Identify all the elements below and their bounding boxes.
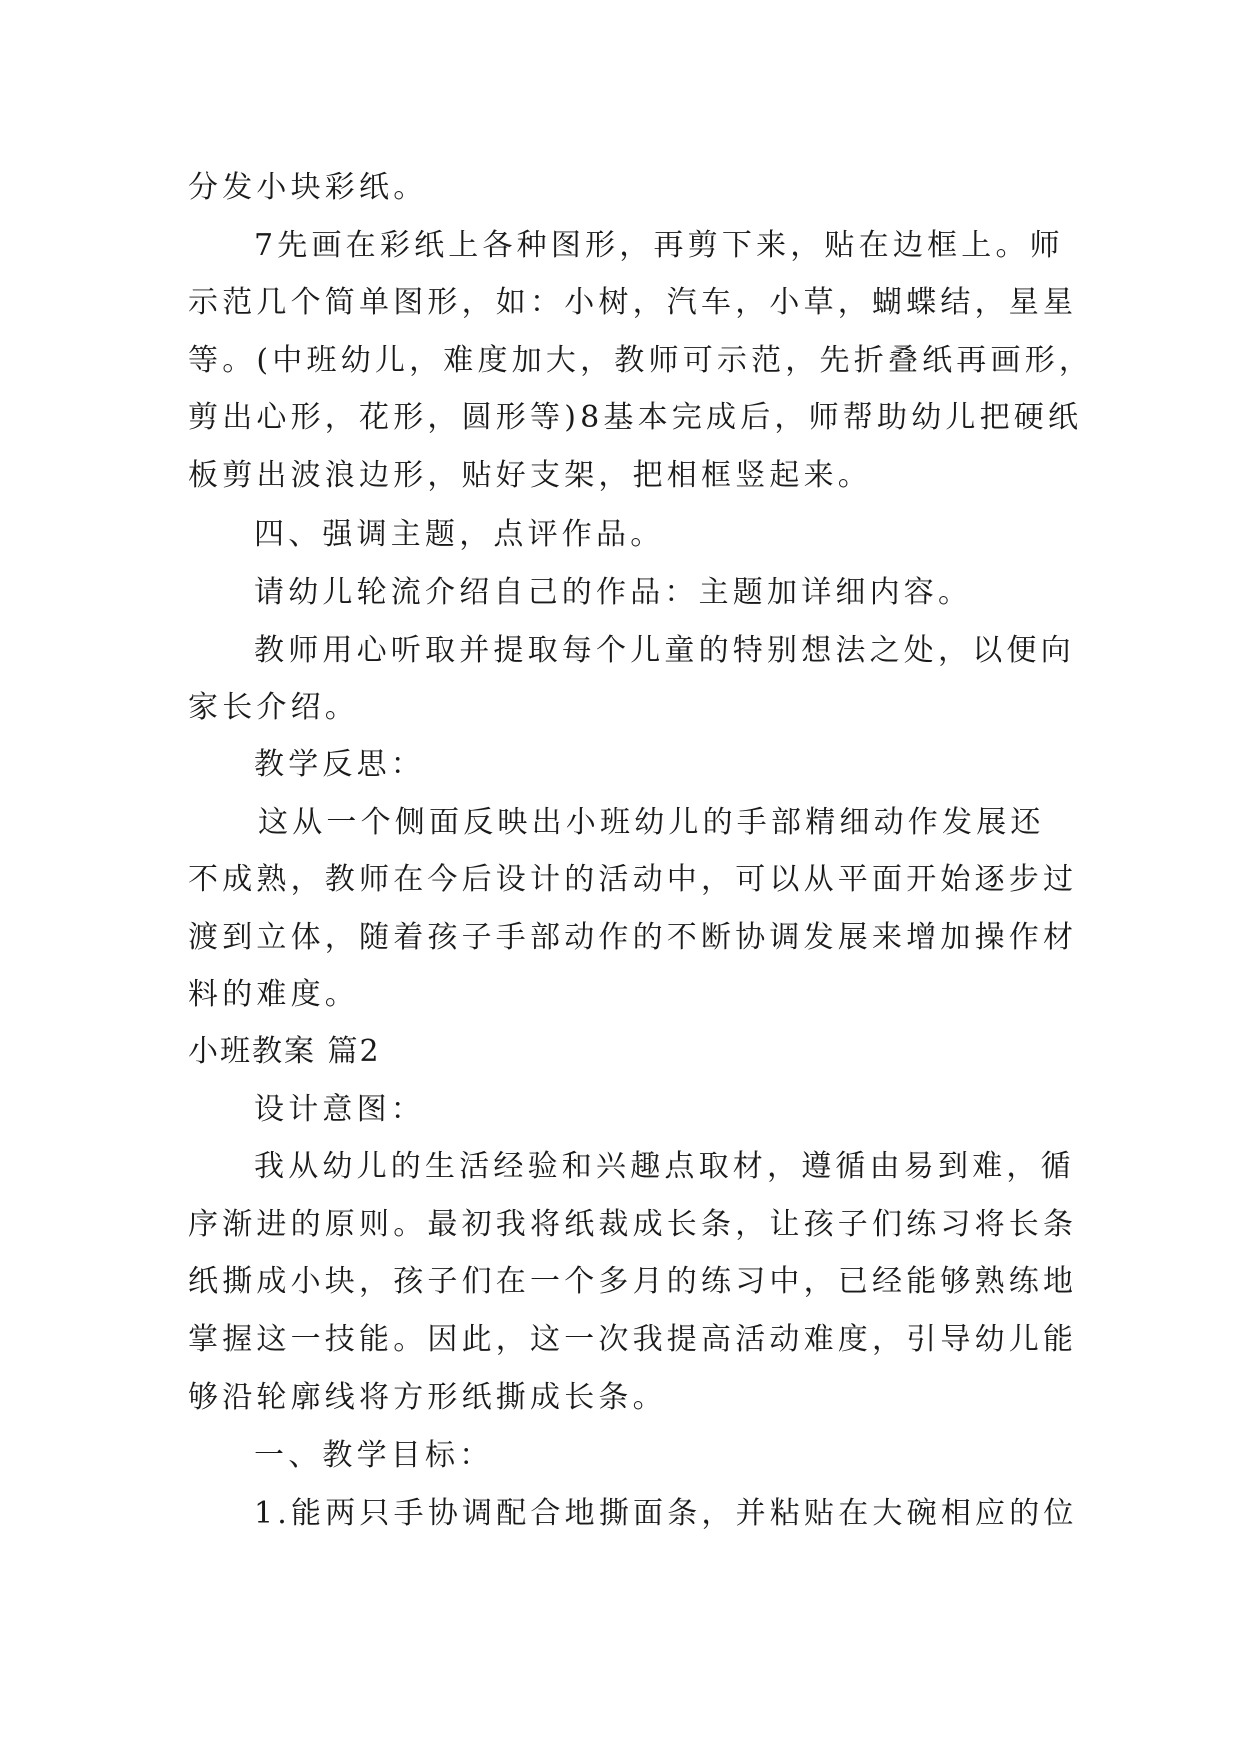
text-line: 请幼儿轮流介绍自己的作品：主题加详细内容。 [254,575,973,610]
chapter-title: 小班教案 篇2 [188,1034,381,1069]
text-line: 1.能两只手协调配合地撕面条，并粘贴在大碗相应的位 [254,1496,1078,1531]
text-line: 这从一个侧面反映出小班幼儿的手部精细动作发展还 [258,805,1045,840]
text-line: 教师用心听取并提取每个儿童的特别想法之处，以便向 [254,633,1075,668]
section-heading: 设计意图： [254,1092,425,1127]
text-line: 渡到立体，随着孩子手部动作的不断协调发展来增加操作材 [188,920,1078,955]
text-line: 家长介绍。 [188,690,359,725]
text-line: 我从幼儿的生活经验和兴趣点取材，遵循由易到难，循 [254,1149,1075,1184]
section-heading: 教学反思： [254,747,425,782]
text-line: 7先画在彩纸上各种图形，再剪下来，贴在边框上。师 [254,228,1064,263]
section-heading: 四、强调主题，点评作品。 [254,517,665,552]
text-line: 示范几个简单图形，如：小树，汽车，小草，蝴蝶结，星星 [188,285,1078,320]
text-line: 等。(中班幼儿，难度加大，教师可示范，先折叠纸再画形， [188,343,1094,378]
section-heading: 一、教学目标： [254,1438,494,1473]
text-line: 板剪出波浪边形，贴好支架，把相框竖起来。 [188,458,872,493]
text-line: 料的难度。 [188,977,359,1012]
text-line: 剪出心形，花形，圆形等)8基本完成后，师帮助幼儿把硬纸 [188,400,1083,435]
text-line: 分发小块彩纸。 [188,170,428,205]
text-line: 掌握这一技能。因此，这一次我提高活动难度，引导幼儿能 [188,1322,1078,1357]
text-line: 够沿轮廓线将方形纸撕成长条。 [188,1380,667,1415]
text-line: 不成熟，教师在今后设计的活动中，可以从平面开始逐步过 [188,862,1078,897]
text-line: 纸撕成小块，孩子们在一个多月的练习中，已经能够熟练地 [188,1264,1078,1299]
text-line: 序渐进的原则。最初我将纸裁成长条，让孩子们练习将长条 [188,1207,1078,1242]
